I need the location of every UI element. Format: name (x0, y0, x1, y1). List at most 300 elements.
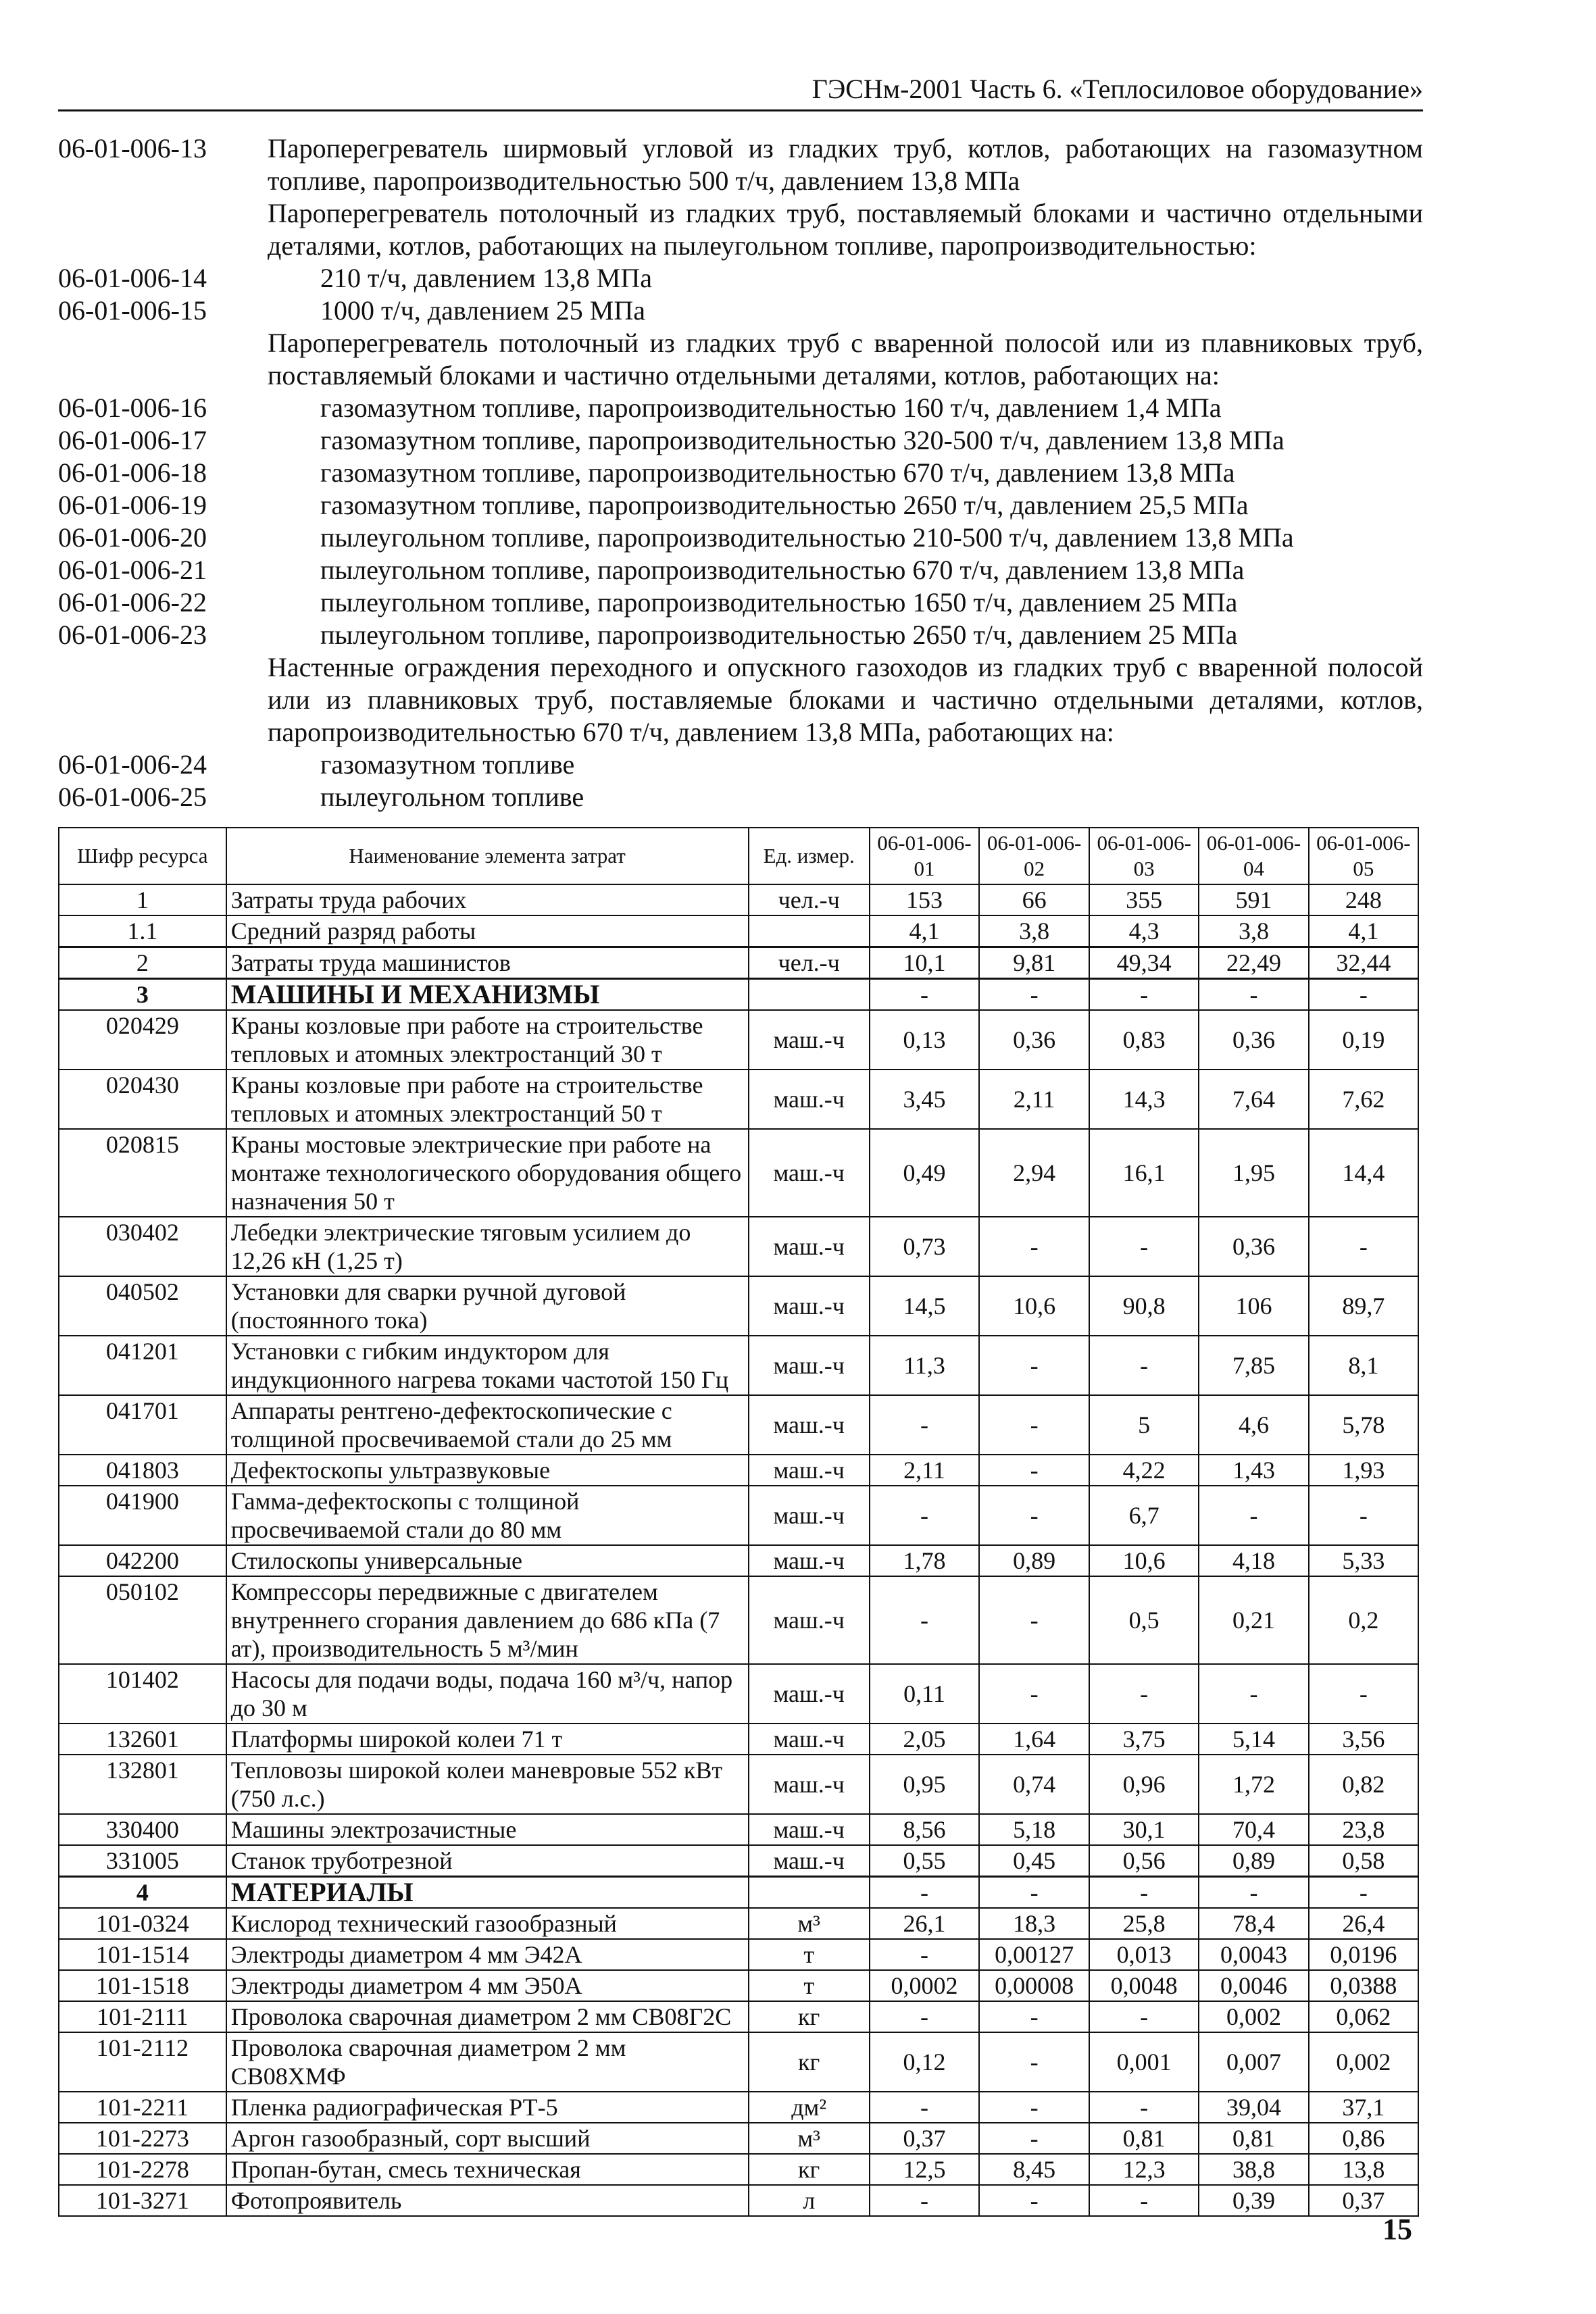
table-section-row (59, 979, 1418, 1011)
unit-cell (749, 915, 870, 947)
resource-table (58, 827, 1419, 2217)
value-cell: 0,001 (1089, 2032, 1199, 2092)
unit-cell: кг (749, 2032, 870, 2092)
value-cell: - (979, 2123, 1089, 2154)
unit-cell: м³ (749, 1908, 870, 1939)
unit-cell (749, 979, 870, 1011)
value-cell: 0,0196 (1309, 1939, 1418, 1970)
element-name-cell: МАТЕРИАЛЫ (226, 1877, 749, 1909)
table-row (59, 1908, 1418, 1939)
value-cell: - (979, 1576, 1089, 1664)
value-cell: 0,36 (979, 1010, 1089, 1070)
resource-code-cell: 050102 (59, 1576, 226, 1664)
col-header-norm-02: 06-01-006-02 (979, 828, 1089, 884)
value-cell: - (979, 1486, 1089, 1545)
value-cell: 16,1 (1089, 1129, 1199, 1217)
norm-description: 1000 т/ч, давлением 25 МПа (320, 295, 645, 326)
value-cell: 5 (1089, 1395, 1199, 1455)
value-cell: 0,11 (870, 1664, 979, 1724)
norm-description: Пароперегреватель ширмовый угловой из гладких труб, котлов, работающих на газомазутном топливе, паропроизводительностью 500 т/ч, давлением 13,8 МПа (268, 133, 1423, 196)
value-cell: 0,062 (1309, 2001, 1418, 2032)
resource-code-cell: 101-1514 (59, 1939, 226, 1970)
value-cell: - (870, 2185, 979, 2216)
value-cell: - (979, 2092, 1089, 2123)
value-cell: 78,4 (1199, 1908, 1308, 1939)
norm-code: 06-01-006-13 (58, 133, 207, 164)
norm-description: Настенные ограждения переходного и опускного газоходов из гладких труб с вваренной полосой или из плавниковых труб, поставляемые блоками и частично отдельными деталями, котлов, паропроизводительностью 670 т/ч, давлением 13,8 МПа, работающих на: (268, 652, 1423, 747)
element-name-cell: Гамма-дефектоскопы с толщиной просвечиваемой стали до 80 мм (226, 1486, 749, 1545)
value-cell: 0,0388 (1309, 1970, 1418, 2001)
value-cell: - (1309, 1877, 1418, 1909)
element-name-cell: Краны мостовые электрические при работе на монтаже технологического оборудования общего назначения 50 т (226, 1129, 749, 1217)
value-cell: 2,11 (979, 1070, 1089, 1129)
value-cell: 25,8 (1089, 1908, 1199, 1939)
element-name-cell: Аппараты рентгено-дефектоскопические с толщиной просвечиваемой стали до 25 мм (226, 1395, 749, 1455)
table-row (59, 884, 1418, 915)
value-cell: - (979, 1395, 1089, 1455)
unit-cell: л (749, 2185, 870, 2216)
resource-code-cell: 331005 (59, 1845, 226, 1877)
element-name-cell: Станок труботрезной (226, 1845, 749, 1877)
value-cell: 3,8 (1199, 915, 1308, 947)
code-line (58, 392, 1423, 424)
element-name-cell: Установки для сварки ручной дуговой (постоянного тока) (226, 1276, 749, 1336)
value-cell: 22,49 (1199, 947, 1308, 979)
code-line (58, 132, 1423, 197)
code-line (58, 651, 1423, 749)
element-name-cell: Пропан-бутан, смесь техническая (226, 2154, 749, 2185)
table-row (59, 2001, 1418, 2032)
unit-cell: маш.-ч (749, 1336, 870, 1395)
value-cell: 12,5 (870, 2154, 979, 2185)
value-cell: 0,36 (1199, 1217, 1308, 1276)
value-cell: 4,1 (1309, 915, 1418, 947)
resource-code-cell: 101-0324 (59, 1908, 226, 1939)
value-cell: 0,12 (870, 2032, 979, 2092)
element-name-cell: Компрессоры передвижные с двигателем внутреннего сгорания давлением до 686 кПа (7 ат), производительность 5 м³/мин (226, 1576, 749, 1664)
norm-code: 06-01-006-16 (58, 393, 207, 423)
element-name-cell: Платформы широкой колеи 71 т (226, 1724, 749, 1755)
value-cell: 4,6 (1199, 1395, 1308, 1455)
resource-code-cell: 330400 (59, 1814, 226, 1845)
value-cell: - (1089, 1664, 1199, 1724)
value-cell: - (870, 979, 979, 1011)
unit-cell: т (749, 1939, 870, 1970)
value-cell: 1,72 (1199, 1755, 1308, 1814)
element-name-cell: Затраты труда машинистов (226, 947, 749, 979)
code-line (58, 197, 1423, 262)
element-name-cell: МАШИНЫ И МЕХАНИЗМЫ (226, 979, 749, 1011)
unit-cell: кг (749, 2154, 870, 2185)
value-cell: 70,4 (1199, 1814, 1308, 1845)
value-cell: 3,75 (1089, 1724, 1199, 1755)
value-cell: - (870, 1486, 979, 1545)
element-name-cell: Затраты труда рабочих (226, 884, 749, 915)
table-row (59, 1395, 1418, 1455)
element-name-cell: Дефектоскопы ультразвуковые (226, 1455, 749, 1486)
value-cell: - (1089, 2001, 1199, 2032)
value-cell: 4,3 (1089, 915, 1199, 947)
element-name-cell: Средний разряд работы (226, 915, 749, 947)
value-cell: 0,55 (870, 1845, 979, 1877)
table-row (59, 2185, 1418, 2216)
value-cell: - (979, 2185, 1089, 2216)
table-row (59, 2092, 1418, 2123)
norm-code: 06-01-006-22 (58, 587, 207, 618)
value-cell: 7,85 (1199, 1336, 1308, 1395)
value-cell: 5,14 (1199, 1724, 1308, 1755)
unit-cell: маш.-ч (749, 1486, 870, 1545)
norm-description: Пароперегреватель потолочный из гладких труб с вваренной полосой или из плавниковых труб, поставляемый блоками и частично отдельными деталями, котлов, работающих на: (268, 328, 1423, 391)
col-header-norm-05: 06-01-006-05 (1309, 828, 1418, 884)
value-cell: 9,81 (979, 947, 1089, 979)
value-cell: 26,1 (870, 1908, 979, 1939)
value-cell: - (870, 1395, 979, 1455)
norm-description: пылеугольном топливе, паропроизводительностью 210-500 т/ч, давлением 13,8 МПа (320, 522, 1294, 553)
unit-cell: дм² (749, 2092, 870, 2123)
element-name-cell: Электроды диаметром 4 мм Э42А (226, 1939, 749, 1970)
norm-description: пылеугольном топливе, паропроизводительностью 670 т/ч, давлением 13,8 МПа (320, 555, 1245, 585)
unit-cell: маш.-ч (749, 1217, 870, 1276)
norm-description: Пароперегреватель потолочный из гладких труб, поставляемый блоками и частично отдельными деталями, котлов, работающих на пылеугольном топливе, паропроизводительностью: (268, 198, 1423, 261)
value-cell: 0,36 (1199, 1010, 1308, 1070)
unit-cell: маш.-ч (749, 1814, 870, 1845)
code-line (58, 424, 1423, 457)
table-row (59, 1545, 1418, 1576)
page-header: ГЭСНм-2001 Часть 6. «Теплосиловое оборудование» (58, 73, 1423, 111)
value-cell: 0,5 (1089, 1576, 1199, 1664)
table-body (59, 884, 1418, 2216)
value-cell: 7,64 (1199, 1070, 1308, 1129)
norm-description: газомазутном топливе (320, 749, 575, 780)
value-cell: 26,4 (1309, 1908, 1418, 1939)
value-cell: - (1309, 1664, 1418, 1724)
table-row (59, 1845, 1418, 1877)
value-cell: 0,0046 (1199, 1970, 1308, 2001)
value-cell: - (870, 1939, 979, 1970)
table-row (59, 1217, 1418, 1276)
value-cell: 0,0048 (1089, 1970, 1199, 2001)
element-name-cell: Проволока сварочная диаметром 2 мм СВ08Г2С (226, 2001, 749, 2032)
unit-cell: маш.-ч (749, 1755, 870, 1814)
unit-cell: чел.-ч (749, 884, 870, 915)
unit-cell: маш.-ч (749, 1455, 870, 1486)
value-cell: 0,39 (1199, 2185, 1308, 2216)
norm-code: 06-01-006-15 (58, 295, 207, 326)
value-cell: 0,37 (1309, 2185, 1418, 2216)
code-line (58, 522, 1423, 554)
element-name-cell: Краны козловые при работе на строительстве тепловых и атомных электростанций 50 т (226, 1070, 749, 1129)
value-cell: 14,4 (1309, 1129, 1418, 1217)
norm-code: 06-01-006-21 (58, 555, 207, 585)
table-section-row (59, 1877, 1418, 1909)
value-cell: 18,3 (979, 1908, 1089, 1939)
code-line (58, 749, 1423, 781)
value-cell: 8,1 (1309, 1336, 1418, 1395)
value-cell: 1,64 (979, 1724, 1089, 1755)
resource-code-cell: 101402 (59, 1664, 226, 1724)
unit-cell: маш.-ч (749, 1129, 870, 1217)
value-cell: - (1199, 1664, 1308, 1724)
resource-code-cell: 042200 (59, 1545, 226, 1576)
unit-cell (749, 1877, 870, 1909)
table-row (59, 1814, 1418, 1845)
value-cell: 355 (1089, 884, 1199, 915)
value-cell: 0,0043 (1199, 1939, 1308, 1970)
code-line (58, 619, 1423, 651)
value-cell: 0,86 (1309, 2123, 1418, 2154)
unit-cell: маш.-ч (749, 1395, 870, 1455)
value-cell: 106 (1199, 1276, 1308, 1336)
value-cell: 4,22 (1089, 1455, 1199, 1486)
col-header-resource-code: Шифр ресурса (59, 828, 226, 884)
code-line (58, 554, 1423, 586)
value-cell: 0,58 (1309, 1845, 1418, 1877)
value-cell: - (870, 1877, 979, 1909)
table-row (59, 947, 1418, 979)
resource-code-cell: 1.1 (59, 915, 226, 947)
norm-code (58, 327, 268, 392)
value-cell: 0,2 (1309, 1576, 1418, 1664)
value-cell: 23,8 (1309, 1814, 1418, 1845)
resource-code-cell: 041803 (59, 1455, 226, 1486)
resource-code-cell: 040502 (59, 1276, 226, 1336)
value-cell: - (870, 2092, 979, 2123)
value-cell: 4,1 (870, 915, 979, 947)
value-cell: 6,7 (1089, 1486, 1199, 1545)
table-header-row (59, 828, 1418, 884)
value-cell: 5,18 (979, 1814, 1089, 1845)
value-cell: 3,8 (979, 915, 1089, 947)
value-cell: - (1089, 1336, 1199, 1395)
resource-code-cell: 020430 (59, 1070, 226, 1129)
table-row (59, 2032, 1418, 2092)
value-cell: 89,7 (1309, 1276, 1418, 1336)
value-cell: 0,81 (1089, 2123, 1199, 2154)
value-cell: - (1309, 1217, 1418, 1276)
value-cell: 13,8 (1309, 2154, 1418, 2185)
value-cell: 10,6 (1089, 1545, 1199, 1576)
norm-code: 06-01-006-17 (58, 425, 207, 455)
resource-code-cell: 101-2273 (59, 2123, 226, 2154)
norm-code: 06-01-006-20 (58, 522, 207, 553)
value-cell: - (1089, 1217, 1199, 1276)
norm-code (58, 651, 268, 749)
value-cell: - (1089, 2092, 1199, 2123)
resource-code-cell: 4 (59, 1877, 226, 1909)
value-cell: 0,83 (1089, 1010, 1199, 1070)
value-cell: - (979, 1877, 1089, 1909)
resource-code-cell: 132801 (59, 1755, 226, 1814)
element-name-cell: Установки с гибким индуктором для индукционного нагрева токами частотой 150 Гц (226, 1336, 749, 1395)
resource-code-cell: 2 (59, 947, 226, 979)
value-cell: 591 (1199, 884, 1308, 915)
element-name-cell: Электроды диаметром 4 мм Э50А (226, 1970, 749, 2001)
unit-cell: м³ (749, 2123, 870, 2154)
unit-cell: маш.-ч (749, 1845, 870, 1877)
value-cell: 10,1 (870, 947, 979, 979)
col-header-norm-04: 06-01-006-04 (1199, 828, 1308, 884)
value-cell: - (979, 2032, 1089, 2092)
table-row (59, 915, 1418, 947)
value-cell: 30,1 (1089, 1814, 1199, 1845)
value-cell: 0,13 (870, 1010, 979, 1070)
element-name-cell: Кислород технический газообразный (226, 1908, 749, 1939)
resource-code-cell: 101-2112 (59, 2032, 226, 2092)
value-cell: 153 (870, 884, 979, 915)
norm-code: 06-01-006-19 (58, 490, 207, 520)
value-cell: - (979, 1336, 1089, 1395)
value-cell: 0,45 (979, 1845, 1089, 1877)
norm-code: 06-01-006-18 (58, 457, 207, 488)
value-cell: 8,45 (979, 2154, 1089, 2185)
unit-cell: маш.-ч (749, 1664, 870, 1724)
unit-cell: маш.-ч (749, 1576, 870, 1664)
value-cell: - (1089, 2185, 1199, 2216)
table-row (59, 1010, 1418, 1070)
col-header-norm-03: 06-01-006-03 (1089, 828, 1199, 884)
value-cell: 90,8 (1089, 1276, 1199, 1336)
value-cell: 0,002 (1199, 2001, 1308, 2032)
value-cell: 14,5 (870, 1276, 979, 1336)
value-cell: 0,81 (1199, 2123, 1308, 2154)
value-cell: 7,62 (1309, 1070, 1418, 1129)
norm-code: 06-01-006-14 (58, 263, 207, 293)
col-header-unit: Ед. измер. (749, 828, 870, 884)
element-name-cell: Машины электрозачистные (226, 1814, 749, 1845)
value-cell: 39,04 (1199, 2092, 1308, 2123)
value-cell: - (1309, 1486, 1418, 1545)
element-name-cell: Тепловозы широкой колеи маневровые 552 кВт (750 л.с.) (226, 1755, 749, 1814)
value-cell: 1,93 (1309, 1455, 1418, 1486)
code-line (58, 781, 1423, 813)
resource-code-cell: 101-1518 (59, 1970, 226, 2001)
table-row (59, 1576, 1418, 1664)
resource-code-cell: 041900 (59, 1486, 226, 1545)
value-cell: 5,33 (1309, 1545, 1418, 1576)
value-cell: - (1089, 979, 1199, 1011)
value-cell: 3,56 (1309, 1724, 1418, 1755)
value-cell: - (979, 1217, 1089, 1276)
table-row (59, 2123, 1418, 2154)
codes-block (58, 132, 1423, 813)
table-row (59, 1970, 1418, 2001)
element-name-cell: Фотопроявитель (226, 2185, 749, 2216)
norm-description: газомазутном топливе, паропроизводительностью 2650 т/ч, давлением 25,5 МПа (320, 490, 1249, 520)
value-cell: 2,11 (870, 1455, 979, 1486)
norm-code: 06-01-006-24 (58, 749, 207, 780)
value-cell: 3,45 (870, 1070, 979, 1129)
value-cell: 49,34 (1089, 947, 1199, 979)
table-row (59, 1129, 1418, 1217)
table-row (59, 1455, 1418, 1486)
value-cell: 1,78 (870, 1545, 979, 1576)
resource-code-cell: 101-2211 (59, 2092, 226, 2123)
norm-code: 06-01-006-23 (58, 620, 207, 650)
norm-description: газомазутном топливе, паропроизводительностью 670 т/ч, давлением 13,8 МПа (320, 457, 1235, 488)
resource-code-cell: 030402 (59, 1217, 226, 1276)
value-cell: 14,3 (1089, 1070, 1199, 1129)
code-line (58, 327, 1423, 392)
value-cell: 38,8 (1199, 2154, 1308, 2185)
value-cell: 0,007 (1199, 2032, 1308, 2092)
unit-cell: маш.-ч (749, 1070, 870, 1129)
value-cell: 248 (1309, 884, 1418, 915)
resource-code-cell: 020429 (59, 1010, 226, 1070)
unit-cell: маш.-ч (749, 1276, 870, 1336)
unit-cell: маш.-ч (749, 1724, 870, 1755)
value-cell: 0,82 (1309, 1755, 1418, 1814)
resource-code-cell: 101-2278 (59, 2154, 226, 2185)
resource-code-cell: 1 (59, 884, 226, 915)
value-cell: 66 (979, 884, 1089, 915)
resource-code-cell: 3 (59, 979, 226, 1011)
code-line (58, 586, 1423, 619)
value-cell: - (1309, 979, 1418, 1011)
element-name-cell: Стилоскопы универсальные (226, 1545, 749, 1576)
table-row (59, 1939, 1418, 1970)
value-cell: 0,96 (1089, 1755, 1199, 1814)
value-cell: 2,94 (979, 1129, 1089, 1217)
table-row (59, 1755, 1418, 1814)
code-line (58, 262, 1423, 295)
value-cell: 0,00008 (979, 1970, 1089, 2001)
value-cell: 0,89 (979, 1545, 1089, 1576)
code-line (58, 295, 1423, 327)
table-row (59, 1724, 1418, 1755)
norm-description: 210 т/ч, давлением 13,8 МПа (320, 263, 652, 293)
element-name-cell: Насосы для подачи воды, подача 160 м³/ч, напор до 30 м (226, 1664, 749, 1724)
value-cell: 0,0002 (870, 1970, 979, 2001)
unit-cell: кг (749, 2001, 870, 2032)
col-header-element-name: Наименование элемента затрат (226, 828, 749, 884)
element-name-cell: Пленка радиографическая РТ-5 (226, 2092, 749, 2123)
unit-cell: маш.-ч (749, 1545, 870, 1576)
value-cell: 10,6 (979, 1276, 1089, 1336)
table-row (59, 1486, 1418, 1545)
value-cell: - (979, 979, 1089, 1011)
element-name-cell: Проволока сварочная диаметром 2 мм СВ08ХМФ (226, 2032, 749, 2092)
value-cell: 0,73 (870, 1217, 979, 1276)
table-row (59, 1336, 1418, 1395)
value-cell: 8,56 (870, 1814, 979, 1845)
value-cell: - (979, 1664, 1089, 1724)
value-cell: - (870, 1576, 979, 1664)
value-cell: - (1199, 1486, 1308, 1545)
element-name-cell: Аргон газообразный, сорт высший (226, 2123, 749, 2154)
col-header-norm-01: 06-01-006-01 (870, 828, 979, 884)
value-cell: 1,43 (1199, 1455, 1308, 1486)
resource-code-cell: 020815 (59, 1129, 226, 1217)
table-row (59, 1664, 1418, 1724)
code-line (58, 457, 1423, 489)
resource-code-cell: 041701 (59, 1395, 226, 1455)
value-cell: 0,37 (870, 2123, 979, 2154)
value-cell: 0,49 (870, 1129, 979, 1217)
element-name-cell: Лебедки электрические тяговым усилием до 12,26 кН (1,25 т) (226, 1217, 749, 1276)
value-cell: 0,74 (979, 1755, 1089, 1814)
value-cell: 37,1 (1309, 2092, 1418, 2123)
norm-description: пылеугольном топливе, паропроизводительностью 2650 т/ч, давлением 25 МПа (320, 620, 1238, 650)
value-cell: 0,21 (1199, 1576, 1308, 1664)
value-cell: - (870, 2001, 979, 2032)
value-cell: 2,05 (870, 1724, 979, 1755)
resource-code-cell: 101-3271 (59, 2185, 226, 2216)
norm-code: 06-01-006-25 (58, 782, 207, 812)
norm-description: пылеугольном топливе (320, 782, 584, 812)
norm-description: газомазутном топливе, паропроизводительностью 160 т/ч, давлением 1,4 МПа (320, 393, 1222, 423)
value-cell: 11,3 (870, 1336, 979, 1395)
